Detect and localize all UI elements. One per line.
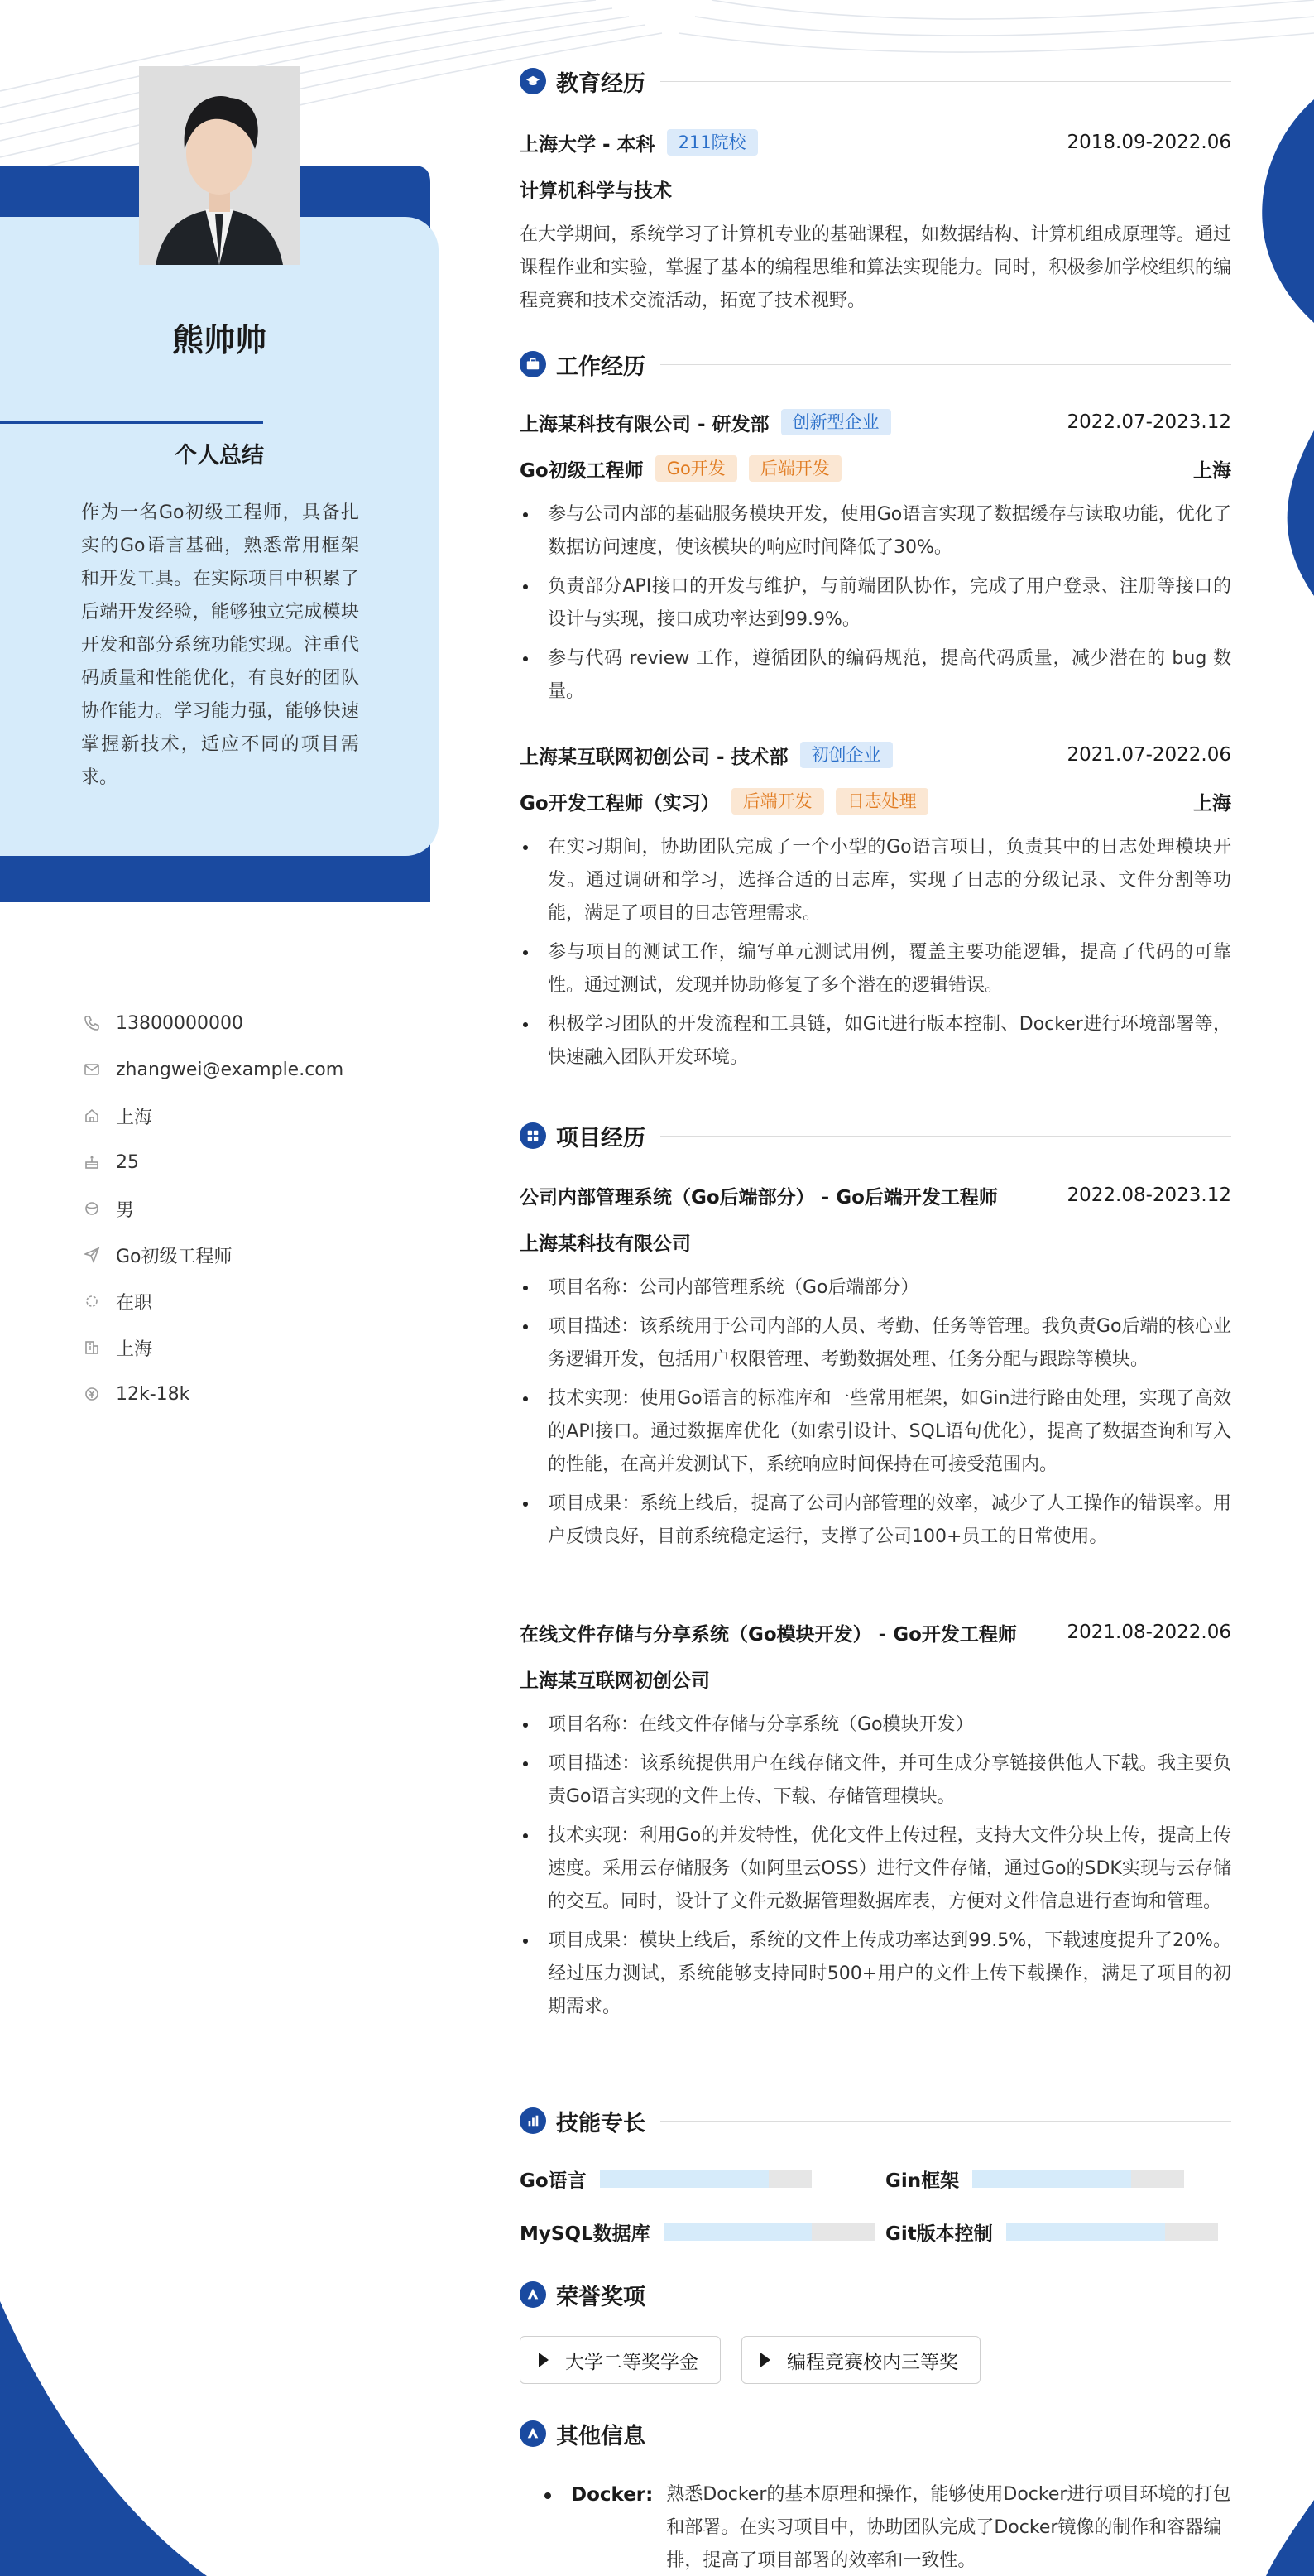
other-label: Docker: [571,2484,654,2506]
section-education-title: 教育经历 [556,70,645,97]
work-1-role-tag: 后端开发 [749,455,842,482]
work-2-header [520,738,1231,771]
section-projects [520,1119,1231,1152]
section-divider [660,364,1231,365]
list-item: 项目描述：该系统用于公司内部的人员、考勤、任务等管理。我负责Go后端的核心业务逻辑开发，包括用户权限管理、考勤数据处理、任务分配与跟踪等模块。 [520,1310,1231,1377]
work-1-role-row [520,452,1231,485]
project-2-company: 上海某互联网初创公司 [520,1670,710,1692]
project-1-header [520,1179,1231,1212]
list-item: 参与公司内部的基础服务模块开发，使用Go语言实现了数据缓存与读取功能，优化了数据访问速度，使该模块的响应时间降低了30%。 [520,498,1231,565]
work-1-bullets [520,498,1231,714]
name-divider [0,421,263,424]
award-item [520,2336,721,2384]
contact-city-text: 上海 [116,1338,153,1360]
summary-text: 作为一名Go初级工程师，具备扎实的Go语言基础，熟悉常用框架和开发工具。在实际项目中积累了后端开发经验，能够独立完成模块开发和部分系统功能实现。注重代码质量和性能优化，有良好的团队协作能力。学习能力强，能够快速掌握新技术，适应不同的项目需求。 [81,502,359,788]
award-icon [520,2281,546,2308]
work-1-header [520,406,1231,439]
skill-name: Git版本控制 [885,2223,993,2245]
work-1-company-tag: 创新型企业 [781,409,891,435]
contact-status [83,1278,414,1324]
contact-phone-text: 13800000000 [116,1012,243,1034]
award-item [741,2336,981,2384]
work-1-city: 上海 [1193,459,1231,482]
skill-git [885,2215,1218,2248]
section-divider [660,2121,1231,2122]
education-major: 计算机科学与技术 [520,180,672,202]
work-1-role: Go初级工程师 [520,459,644,482]
cake-icon [83,1153,101,1171]
contact-location [83,1093,414,1139]
section-skills [520,2104,1231,2137]
work-2-role-tag: 日志处理 [836,788,928,815]
award-label: 编程竞赛校内三等奖 [787,2351,958,2373]
project-2-header [520,1616,1231,1649]
section-work [520,348,1231,381]
contact-position [83,1232,414,1278]
contact-city [83,1324,414,1371]
phone-icon [83,1014,101,1032]
education-date: 2018.09-2022.06 [1067,132,1231,153]
list-item: 项目描述：该系统提供用户在线存储文件，并可生成分享链接供他人下载。我主要负责Go语言实现的文件上传、下载、存储管理模块。 [520,1747,1231,1814]
contact-salary [83,1371,414,1417]
project-1-company: 上海某科技有限公司 [520,1233,691,1255]
status-icon [83,1292,101,1310]
section-other [520,2417,1231,2450]
skill-name: MySQL数据库 [520,2223,650,2245]
section-divider [660,1136,1231,1137]
section-skills-title: 技能专长 [556,2110,645,2136]
contact-location-text: 上海 [116,1107,153,1128]
education-header [520,126,1231,159]
education-major-row [520,172,1231,205]
home-icon [83,1107,101,1125]
skill-gin [885,2162,1184,2195]
skill-bar-fill [1006,2223,1165,2241]
work-2-company: 上海某互联网初创公司 - 技术部 [520,746,789,768]
skill-bar [664,2223,875,2241]
section-awards-title: 荣誉奖项 [556,2284,645,2310]
skill-bar-fill [600,2170,770,2188]
grid-icon [520,1122,546,1149]
other-text: 熟悉Docker的基本原理和操作，能够使用Docker进行项目环境的打包和部署。在实习项目中，协助团队完成了Docker镜像的制作和容器编排，提高了项目部署的效率和一致性。 [666,2484,1231,2571]
work-2-city: 上海 [1193,792,1231,815]
bullet-dot [544,2492,551,2499]
other-item [544,2478,1231,2576]
contact-status-text: 在职 [116,1292,153,1314]
section-other-title: 其他信息 [556,2423,645,2449]
project-2-title: 在线文件存储与分享系统（Go模块开发） - Go开发工程师 [520,1623,1017,1646]
work-2-role-tag: 后端开发 [731,788,824,815]
skill-bar-fill [972,2170,1131,2188]
work-1-date: 2022.07-2023.12 [1067,411,1231,433]
list-item: 负责部分API接口的开发与维护，与前端团队协作，完成了用户登录、注册等接口的设计与实现，接口成功率达到99.9%。 [520,570,1231,637]
school-tag: 211院校 [667,129,758,156]
section-projects-title: 项目经历 [556,1125,645,1151]
list-item: 参与代码 review 工作，遵循团队的编码规范，提高代码质量，减少潜在的 bug 数量。 [520,642,1231,709]
skill-go [520,2162,812,2195]
bar-chart-icon [520,2107,546,2134]
salary-icon [83,1385,101,1403]
gender-icon [83,1199,101,1218]
project-1-company-row [520,1225,1231,1258]
send-icon [83,1246,101,1264]
skill-name: Gin框架 [885,2170,960,2192]
school-name: 上海大学 - 本科 [520,133,655,156]
contact-age [83,1139,414,1185]
mail-icon [83,1060,101,1079]
info-icon [520,2420,546,2447]
contact-gender-text: 男 [116,1199,135,1221]
contact-list [83,1000,414,1417]
work-1-role-tag: Go开发 [655,455,737,482]
skill-bar [972,2170,1184,2188]
list-item: 积极学习团队的开发流程和工具链，如Git进行版本控制、Docker进行环境部署等，快速融入团队开发环境。 [520,1008,1231,1074]
work-2-date: 2021.07-2022.06 [1067,744,1231,766]
section-awards [520,2278,1231,2311]
project-1-title: 公司内部管理系统（Go后端部分） - Go后端开发工程师 [520,1186,998,1209]
contact-salary-text: 12k-18k [116,1383,190,1405]
project-2-date: 2021.08-2022.06 [1067,1622,1231,1643]
contact-position-text: Go初级工程师 [116,1246,233,1267]
profile-photo [139,66,300,265]
play-icon [539,2353,549,2367]
project-1-bullets [520,1271,1231,1560]
contact-email [83,1046,414,1093]
list-item: 项目名称：在线文件存储与分享系统（Go模块开发） [520,1709,1231,1742]
skill-mysql [520,2215,875,2248]
sidebar [0,0,447,2576]
skill-bar [1006,2223,1218,2241]
list-item: 参与项目的测试工作，编写单元测试用例，覆盖主要功能逻辑，提高了代码的可靠性。通过测试，发现并协助修复了多个潜在的逻辑错误。 [520,936,1231,1002]
project-2-company-row [520,1662,1231,1695]
project-1-date: 2022.08-2023.12 [1067,1185,1231,1206]
contact-age-text: 25 [116,1151,139,1173]
contact-email-text: zhangwei@example.com [116,1059,344,1080]
work-2-role-row [520,785,1231,818]
award-label: 大学二等奖学金 [565,2351,698,2373]
list-item: 项目成果：模块上线后，系统的文件上传成功率达到99.5%，下载速度提升了20%。经过压力测试，系统能够支持同时500+用户的文件上传下载操作，满足了项目的初期需求。 [520,1925,1231,2024]
section-work-title: 工作经历 [556,353,645,380]
education-description: 在大学期间，系统学习了计算机专业的基础课程，如数据结构、计算机组成原理等。通过课程作业和实验，掌握了基本的编程思维和算法实现能力。同时，积极参加学校组织的编程竞赛和技术交流活动，拓宽了技术视野。 [520,224,1231,311]
list-item: 项目名称：公司内部管理系统（Go后端部分） [520,1271,1231,1305]
work-2-company-tag: 初创企业 [800,742,893,768]
work-2-bullets [520,831,1231,1080]
list-item: 在实习期间，协助团队完成了一个小型的Go语言项目，负责其中的日志处理模块开发。通过调研和学习，选择合适的日志库，实现了日志的分级记录、文件分割等功能，满足了项目的日志管理需求。 [520,831,1231,930]
profile-name: 熊帅帅 [171,322,266,358]
section-divider [660,81,1231,82]
project-2-bullets [520,1709,1231,2030]
work-1-company: 上海某科技有限公司 - 研发部 [520,413,770,435]
briefcase-icon [520,351,546,377]
summary-title: 个人总结 [175,443,264,469]
work-2-role: Go开发工程师（实习） [520,792,720,815]
skill-bar-fill [664,2223,812,2241]
list-item: 项目成果：系统上线后，提高了公司内部管理的效率，减少了人工操作的错误率。用户反馈良好，目前系统稳定运行，支撑了公司100+员工的日常使用。 [520,1487,1231,1554]
building-icon [83,1338,101,1357]
list-item: 技术实现：利用Go的并发特性，优化文件上传过程，支持大文件分块上传，提高上传速度。采用云存储服务（如阿里云OSS）进行文件存储，通过Go的SDK实现与云存储的交互。同时，设计了文件元数据管理数据库表，方便对文件信息进行查询和管理。 [520,1819,1231,1919]
contact-gender [83,1185,414,1232]
skill-bar [600,2170,812,2188]
graduation-cap-icon [520,68,546,94]
list-item: 技术实现：使用Go语言的标准库和一些常用框架，如Gin进行路由处理，实现了高效的API接口。通过数据库优化（如索引设计、SQL语句优化），提高了数据查询和写入的性能，在高并发测试下，系统响应时间保持在可接受范围内。 [520,1382,1231,1482]
contact-phone [83,1000,414,1046]
play-icon [760,2353,770,2367]
skill-name: Go语言 [520,2170,587,2192]
section-education [520,65,1231,98]
